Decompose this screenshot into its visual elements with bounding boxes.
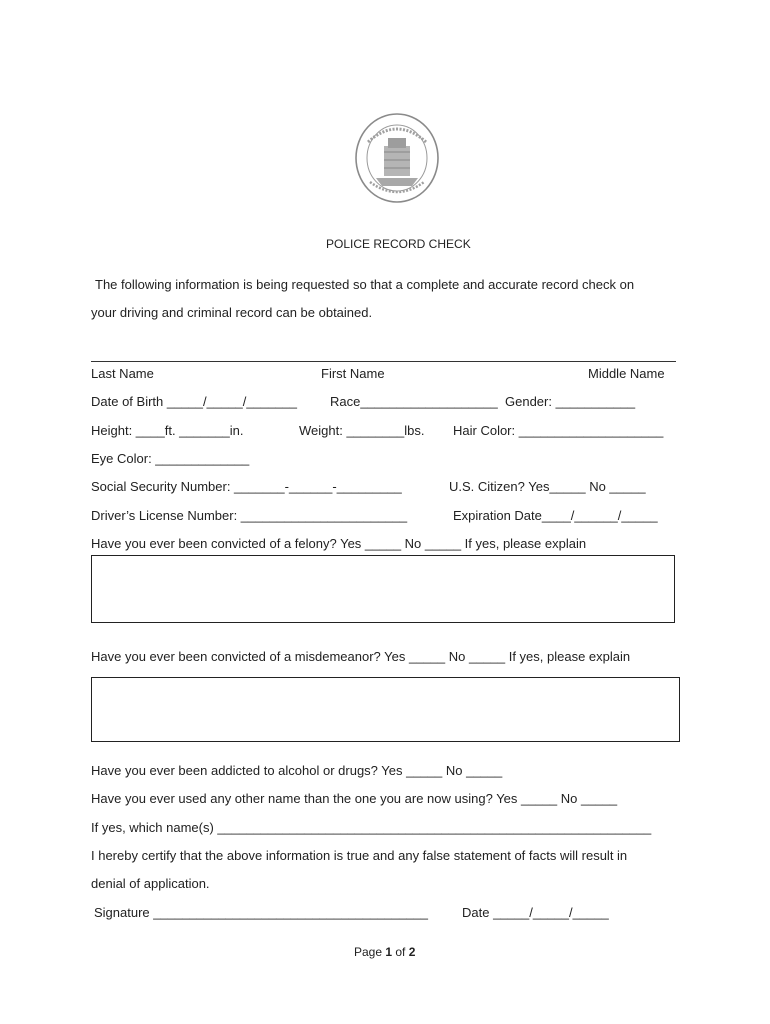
gender-field: Gender: ___________: [505, 394, 636, 409]
misdemeanor-explain-box[interactable]: [91, 677, 680, 742]
which-names-field: If yes, which name(s) ____________________________________________________________: [91, 820, 652, 835]
page-total: 2: [408, 945, 416, 959]
race-field: Race___________________: [330, 394, 498, 409]
eye-color-field: Eye Color: _____________: [91, 451, 250, 466]
weight-field: Weight: ________lbs.: [299, 423, 425, 438]
felony-question: Have you ever been convicted of a felony? Yes _____ No _____ If yes, please explain: [91, 536, 587, 551]
signature-date-field: Date _____/_____/_____: [462, 905, 609, 920]
signature-field: Signature ______________________________________: [94, 905, 429, 920]
ssn-field: Social Security Number: _______-______-_________: [91, 479, 402, 494]
height-field: Height: ____ft. _______in.: [91, 423, 244, 438]
last-name-label: Last Name: [91, 366, 154, 381]
misdemeanor-question: Have you ever been convicted of a misdemeanor? Yes _____ No _____ If yes, please explain: [91, 649, 631, 664]
certify-line-2: denial of application.: [91, 876, 210, 891]
first-name-label: First Name: [321, 366, 385, 381]
addiction-question: Have you ever been addicted to alcohol or drugs? Yes _____ No _____: [91, 763, 503, 778]
intro-line-1: The following information is being requested so that a complete and accurate record check on: [95, 277, 635, 292]
page-current: 1: [385, 945, 393, 959]
city-seal-logo: [354, 112, 440, 204]
citizen-field: U.S. Citizen? Yes_____ No _____: [449, 479, 646, 494]
felony-explain-box[interactable]: [91, 555, 675, 623]
dob-field: Date of Birth _____/_____/_______: [91, 394, 298, 409]
hair-color-field: Hair Color: ____________________: [453, 423, 664, 438]
page-number: [354, 944, 415, 960]
other-name-question: Have you ever used any other name than the one you are now using? Yes _____ No _____: [91, 791, 618, 806]
page-sep: of: [392, 945, 409, 959]
form-title: POLICE RECORD CHECK: [326, 237, 471, 251]
page-prefix: Page: [354, 945, 386, 959]
license-field: Driver’s License Number: _______________________: [91, 508, 408, 523]
certify-line-1: I hereby certify that the above information is true and any false statement of facts will result in: [91, 848, 628, 863]
middle-name-label: Middle Name: [588, 366, 665, 381]
name-line: [91, 361, 676, 362]
expiration-field: Expiration Date____/______/_____: [453, 508, 658, 523]
intro-line-2: your driving and criminal record can be obtained.: [91, 305, 373, 320]
